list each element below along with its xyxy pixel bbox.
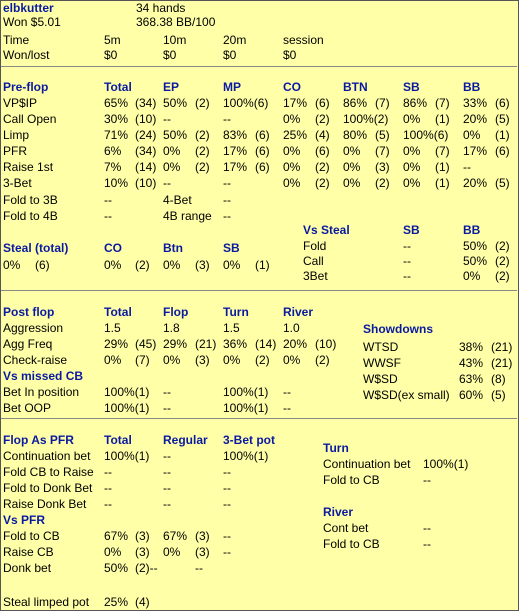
postflop-cell-2-0: Check-raise <box>3 353 68 367</box>
missed-cb-cell-1-3: 100%(1) <box>223 401 269 415</box>
wonlost-val-0: $0 <box>104 48 118 62</box>
preflop-cell-1-8: (2) <box>315 112 330 126</box>
preflop-cell-1-13: 20% <box>463 112 488 126</box>
preflop-cell-0-4: (2) <box>195 96 210 110</box>
steal-limped-count: (4) <box>135 595 150 609</box>
preflop-cell-5-13: 20% <box>463 176 488 190</box>
preflop-cell-0-7: 17% <box>283 96 308 110</box>
flop-pfr-cell-2-2: -- <box>163 481 171 495</box>
four-bet-label: 4-Bet <box>163 193 192 207</box>
postflop-cell-1-5: 36% <box>223 337 248 351</box>
steal-header-2: Btn <box>163 241 183 255</box>
flop-pfr-cell-2-3: -- <box>223 481 231 495</box>
flop-pfr-cell-1-2: -- <box>163 465 171 479</box>
showdowns-cell-0-2: (21) <box>491 340 513 354</box>
postflop-header-4: River <box>283 305 314 319</box>
flop-pfr-cell-2-0: Fold to Donk Bet <box>3 481 93 495</box>
vs-steal-cell-0-1: -- <box>403 239 411 253</box>
flop-pfr-cell-3-3: -- <box>223 497 231 511</box>
fold-to-3b-value: -- <box>104 193 112 207</box>
preflop-header-6: SB <box>403 80 420 94</box>
postflop-cell-2-8: (2) <box>315 353 330 367</box>
flop-pfr-cell-0-2: -- <box>163 449 171 463</box>
vs-pfr-cell-0-0: Fold to CB <box>3 529 60 543</box>
flop-pfr-cell-0-0: Continuation bet <box>3 449 91 463</box>
divider-2 <box>1 290 517 291</box>
preflop-cell-3-13: 17% <box>463 144 488 158</box>
preflop-cell-4-3: 0% <box>163 160 181 174</box>
preflop-cell-0-0: VP$IP <box>3 96 38 110</box>
preflop-cell-0-14: (6) <box>495 96 510 110</box>
preflop-cell-0-2: (34) <box>135 96 157 110</box>
preflop-header-5: BTN <box>343 80 368 94</box>
postflop-cell-2-4: (3) <box>195 353 210 367</box>
preflop-cell-0-3: 50% <box>163 96 188 110</box>
vs-pfr-cell-0-4: (3) <box>195 529 210 543</box>
vs-steal-cell-2-3: (2) <box>495 269 510 283</box>
steal-val-2: 0% <box>104 258 122 272</box>
flop-pfr-cell-1-3: -- <box>223 465 231 479</box>
postflop-cell-0-3: 1.8 <box>163 321 180 335</box>
vs-pfr-cell-1-5: -- <box>223 545 231 559</box>
flop-pfr-cell-3-0: Raise Donk Bet <box>3 497 87 511</box>
postflop-cell-0-5: 1.5 <box>223 321 240 335</box>
turn-value-0: 100%(1) <box>423 457 469 471</box>
preflop-cell-5-7: 0% <box>283 176 301 190</box>
preflop-cell-3-2: (34) <box>135 144 157 158</box>
time-col-3: session <box>283 33 324 47</box>
preflop-cell-0-8: (6) <box>315 96 330 110</box>
wonlost-val-2: $0 <box>223 48 237 62</box>
postflop-cell-1-4: (21) <box>195 337 217 351</box>
postflop-cell-1-3: 29% <box>163 337 188 351</box>
postflop-cell-0-0: Aggression <box>3 321 64 335</box>
turn-label-1: Fold to CB <box>323 473 380 487</box>
showdowns-cell-3-2: (5) <box>491 388 506 402</box>
postflop-cell-1-1: 29% <box>104 337 129 351</box>
four-bet-range-label: 4B range <box>163 209 212 223</box>
vs-pfr-cell-1-2: (3) <box>135 545 150 559</box>
steal-val-0: 0% <box>3 258 21 272</box>
steal-limped-value: 25% <box>104 595 129 609</box>
turn-label-0: Continuation bet <box>323 457 411 471</box>
fold-to-3b-label: Fold to 3B <box>3 193 58 207</box>
vs-steal-cell-2-1: -- <box>403 269 411 283</box>
postflop-cell-1-7: 20% <box>283 337 308 351</box>
wonlost-val-1: $0 <box>163 48 177 62</box>
player-name: elbkutter <box>3 1 54 15</box>
turn-value-1: -- <box>423 473 431 487</box>
postflop-cell-0-1: 1.5 <box>104 321 121 335</box>
preflop-cell-4-8: (2) <box>315 160 330 174</box>
vs-steal-cell-0-3: (2) <box>495 239 510 253</box>
showdowns-cell-0-0: WTSD <box>363 340 399 354</box>
showdowns-cell-1-2: (21) <box>491 356 513 370</box>
preflop-cell-3-14: (6) <box>495 144 510 158</box>
vs-steal-cell-1-1: -- <box>403 254 411 268</box>
preflop-cell-1-9: 100%(2) <box>343 112 389 126</box>
divider-3 <box>1 418 517 419</box>
postflop-cell-1-0: Agg Freq <box>3 337 53 351</box>
vs-steal-cell-1-2: 50% <box>463 254 488 268</box>
preflop-cell-5-1: 10% <box>104 176 129 190</box>
missed-cb-cell-1-0: Bet OOP <box>3 401 52 415</box>
steal-val-1: (6) <box>35 258 50 272</box>
vs-steal-cell-0-0: Fold <box>303 239 327 253</box>
preflop-cell-3-5: 17% <box>223 144 248 158</box>
showdowns-cell-2-2: (8) <box>491 372 506 386</box>
preflop-cell-5-9: 0% <box>343 176 361 190</box>
preflop-header-0: Pre-flop <box>3 80 49 94</box>
preflop-cell-4-6: (6) <box>255 160 270 174</box>
missed-cb-cell-0-2: -- <box>163 385 171 399</box>
vs-pfr-cell-1-4: (3) <box>195 545 210 559</box>
vs-steal-header-0: Vs Steal <box>303 223 350 237</box>
hands-count: 34 hands <box>136 1 186 15</box>
preflop-cell-1-12: (1) <box>435 112 450 126</box>
showdowns-cell-2-1: 63% <box>459 372 484 386</box>
vs-steal-header-2: BB <box>463 223 481 237</box>
vs-missed-cb-title: Vs missed CB <box>3 369 84 383</box>
preflop-cell-3-1: 6% <box>104 144 122 158</box>
four-bet-range-value: -- <box>223 209 231 223</box>
preflop-cell-1-1: 30% <box>104 112 129 126</box>
preflop-cell-4-5: 17% <box>223 160 248 174</box>
time-label: Time <box>3 33 30 47</box>
showdowns-cell-2-0: W$SD <box>363 372 398 386</box>
missed-cb-cell-1-2: -- <box>163 401 171 415</box>
postflop-cell-0-7: 1.0 <box>283 321 300 335</box>
preflop-cell-5-10: (2) <box>375 176 390 190</box>
showdowns-cell-0-1: 38% <box>459 340 484 354</box>
preflop-cell-0-1: 65% <box>104 96 129 110</box>
preflop-cell-0-9: 86% <box>343 96 368 110</box>
preflop-header-4: CO <box>283 80 301 94</box>
missed-cb-cell-0-0: Bet In position <box>3 385 80 399</box>
preflop-cell-3-12: (7) <box>435 144 450 158</box>
vs-pfr-cell-1-1: 0% <box>104 545 122 559</box>
postflop-cell-2-5: 0% <box>223 353 241 367</box>
preflop-cell-2-3: 50% <box>163 128 188 142</box>
postflop-cell-2-1: 0% <box>104 353 122 367</box>
preflop-cell-1-5: -- <box>223 112 231 126</box>
preflop-cell-0-12: (7) <box>435 96 450 110</box>
preflop-cell-5-5: -- <box>223 176 231 190</box>
preflop-cell-1-2: (10) <box>135 112 157 126</box>
postflop-header-3: Turn <box>223 305 249 319</box>
postflop-cell-2-6: (2) <box>255 353 270 367</box>
vs-steal-header-1: SB <box>403 223 420 237</box>
preflop-cell-1-11: 0% <box>403 112 421 126</box>
preflop-cell-1-0: Call Open <box>3 112 57 126</box>
preflop-cell-4-2: (14) <box>135 160 157 174</box>
flop-pfr-cell-1-0: Fold CB to Raise <box>3 465 94 479</box>
vs-steal-cell-0-2: 50% <box>463 239 488 253</box>
preflop-cell-3-10: (7) <box>375 144 390 158</box>
preflop-cell-2-10: (5) <box>375 128 390 142</box>
vs-pfr-cell-1-3: 0% <box>163 545 181 559</box>
vs-pfr-cell-2-2: (2)-- <box>135 561 158 575</box>
preflop-cell-3-8: (6) <box>315 144 330 158</box>
flop-pfr-cell-3-2: -- <box>163 497 171 511</box>
preflop-cell-2-2: (24) <box>135 128 157 142</box>
preflop-cell-4-0: Raise 1st <box>3 160 54 174</box>
preflop-cell-5-12: (1) <box>435 176 450 190</box>
vs-pfr-cell-1-0: Raise CB <box>3 545 54 559</box>
won-amount: Won $5.01 <box>3 15 61 29</box>
vs-steal-cell-1-3: (2) <box>495 254 510 268</box>
missed-cb-cell-0-4: -- <box>283 385 291 399</box>
postflop-header-2: Flop <box>163 305 189 319</box>
steal-val-3: (2) <box>135 258 150 272</box>
preflop-cell-4-1: 7% <box>104 160 122 174</box>
preflop-cell-2-7: 25% <box>283 128 308 142</box>
four-bet-value: -- <box>223 193 231 207</box>
river-title: River <box>323 505 354 519</box>
postflop-header-0: Post flop <box>3 305 55 319</box>
preflop-cell-5-11: 0% <box>403 176 421 190</box>
vs-pfr-cell-2-1: 50% <box>104 561 129 575</box>
bb-per-100: 368.38 BB/100 <box>136 15 216 29</box>
preflop-cell-3-3: 0% <box>163 144 181 158</box>
steal-header-0: Steal (total) <box>3 241 69 255</box>
preflop-cell-0-13: 33% <box>463 96 488 110</box>
flop-pfr-cell-2-1: -- <box>104 481 112 495</box>
preflop-cell-3-4: (2) <box>195 144 210 158</box>
preflop-cell-1-7: 0% <box>283 112 301 126</box>
preflop-cell-2-1: 71% <box>104 128 129 142</box>
preflop-cell-4-11: 0% <box>403 160 421 174</box>
steal-val-6: 0% <box>223 258 241 272</box>
preflop-cell-1-3: -- <box>163 112 171 126</box>
flop-pfr-cell-1-1: -- <box>104 465 112 479</box>
preflop-cell-4-13: -- <box>463 160 471 174</box>
vs-pfr-cell-0-3: 67% <box>163 529 188 543</box>
postflop-cell-2-3: 0% <box>163 353 181 367</box>
preflop-cell-4-12: (1) <box>435 160 450 174</box>
wonlost-val-3: $0 <box>283 48 297 62</box>
fold-to-4b-value: -- <box>104 209 112 223</box>
postflop-header-1: Total <box>104 305 132 319</box>
vs-pfr-cell-0-5: -- <box>223 529 231 543</box>
preflop-header-3: MP <box>223 80 241 94</box>
steal-val-7: (1) <box>255 258 270 272</box>
vs-steal-cell-2-2: 0% <box>463 269 481 283</box>
preflop-cell-5-14: (5) <box>495 176 510 190</box>
preflop-cell-0-10: (7) <box>375 96 390 110</box>
steal-limped-label: Steal limped pot <box>3 595 90 609</box>
steal-header-3: SB <box>223 241 240 255</box>
vs-pfr-cell-0-2: (3) <box>135 529 150 543</box>
fold-to-4b-label: Fold to 4B <box>3 209 58 223</box>
preflop-cell-3-11: 0% <box>403 144 421 158</box>
time-col-1: 10m <box>163 33 187 47</box>
turn-title: Turn <box>323 441 349 455</box>
preflop-cell-5-8: (2) <box>315 176 330 190</box>
flop-pfr-header-1: Total <box>104 433 132 447</box>
missed-cb-cell-1-4: -- <box>283 401 291 415</box>
postflop-cell-1-6: (14) <box>255 337 277 351</box>
showdowns-cell-3-0: W$SD(ex small) <box>363 388 450 402</box>
preflop-cell-4-4: (2) <box>195 160 210 174</box>
time-col-0: 5m <box>104 33 121 47</box>
showdowns-cell-1-0: WWSF <box>363 356 401 370</box>
preflop-cell-2-9: 80% <box>343 128 368 142</box>
preflop-cell-4-9: 0% <box>343 160 361 174</box>
postflop-cell-1-2: (45) <box>135 337 157 351</box>
postflop-cell-1-8: (10) <box>315 337 337 351</box>
preflop-cell-4-7: 0% <box>283 160 301 174</box>
preflop-cell-5-2: (10) <box>135 176 157 190</box>
preflop-cell-2-14: (1) <box>495 128 510 142</box>
preflop-cell-3-6: (6) <box>255 144 270 158</box>
showdowns-cell-3-1: 60% <box>459 388 484 402</box>
time-col-2: 20m <box>223 33 247 47</box>
preflop-cell-4-10: (3) <box>375 160 390 174</box>
showdowns-cell-1-1: 43% <box>459 356 484 370</box>
divider-1 <box>1 66 517 67</box>
preflop-cell-0-11: 86% <box>403 96 428 110</box>
preflop-cell-2-4: (2) <box>195 128 210 142</box>
preflop-cell-2-6: (6) <box>255 128 270 142</box>
preflop-cell-0-5: 100%(6) <box>223 96 269 110</box>
flop-pfr-header-2: Regular <box>163 433 208 447</box>
preflop-cell-2-8: (4) <box>315 128 330 142</box>
vs-pfr-cell-0-1: 67% <box>104 529 129 543</box>
river-label-0: Cont bet <box>323 521 369 535</box>
missed-cb-cell-1-1: 100%(1) <box>104 401 150 415</box>
vs-steal-cell-1-0: Call <box>303 254 324 268</box>
steal-val-5: (3) <box>195 258 210 272</box>
steal-val-4: 0% <box>163 258 181 272</box>
preflop-header-1: Total <box>104 80 132 94</box>
missed-cb-cell-0-3: 100%(1) <box>223 385 269 399</box>
steal-header-1: CO <box>104 241 122 255</box>
flop-pfr-header-3: 3-Bet pot <box>223 433 275 447</box>
flop-pfr-cell-0-3: 100%(1) <box>223 449 269 463</box>
preflop-cell-5-3: -- <box>163 176 171 190</box>
vs-pfr-title: Vs PFR <box>3 513 46 527</box>
missed-cb-cell-0-1: 100%(1) <box>104 385 150 399</box>
showdowns-title: Showdowns <box>363 322 433 336</box>
preflop-cell-3-7: 0% <box>283 144 301 158</box>
preflop-cell-2-5: 83% <box>223 128 248 142</box>
preflop-header-7: BB <box>463 80 481 94</box>
river-value-0: -- <box>423 521 431 535</box>
preflop-cell-3-9: 0% <box>343 144 361 158</box>
wonlost-label: Won/lost <box>3 48 50 62</box>
flop-pfr-header-0: Flop As PFR <box>3 433 74 447</box>
preflop-header-2: EP <box>163 80 180 94</box>
postflop-cell-2-2: (7) <box>135 353 150 367</box>
vs-pfr-cell-2-5: -- <box>195 561 203 575</box>
vs-pfr-cell-2-0: Donk bet <box>3 561 52 575</box>
preflop-cell-2-11: 100%(6) <box>403 128 449 142</box>
flop-pfr-cell-3-1: -- <box>104 497 112 511</box>
vs-steal-cell-2-0: 3Bet <box>303 269 328 283</box>
preflop-cell-3-0: PFR <box>3 144 27 158</box>
preflop-cell-5-0: 3-Bet <box>3 176 32 190</box>
river-label-1: Fold to CB <box>323 537 380 551</box>
river-value-1: -- <box>423 537 431 551</box>
preflop-cell-1-14: (5) <box>495 112 510 126</box>
preflop-cell-2-0: Limp <box>3 128 30 142</box>
flop-pfr-cell-0-1: 100%(1) <box>104 449 150 463</box>
postflop-cell-2-7: 0% <box>283 353 301 367</box>
preflop-cell-2-13: 0% <box>463 128 481 142</box>
